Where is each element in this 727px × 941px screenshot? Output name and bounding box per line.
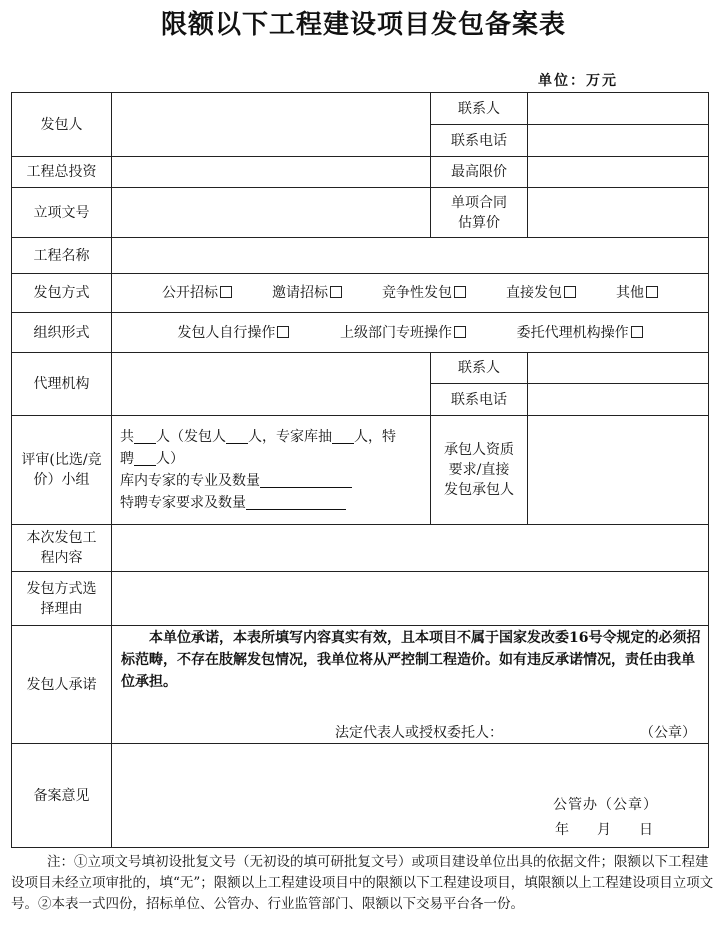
seal-label: （公章） <box>640 725 696 741</box>
agency-label: 代理机构 <box>12 353 112 416</box>
contract-estimate-field[interactable] <box>528 188 708 238</box>
method-option-invite[interactable] <box>272 283 342 303</box>
contact-person-label: 联系人 <box>431 93 528 125</box>
form-title: 限额以下工程建设项目发包备案表 <box>160 10 566 40</box>
method-option-competitive[interactable] <box>382 283 466 303</box>
panel-line-4 <box>120 492 346 514</box>
checkbox[interactable] <box>454 286 466 298</box>
method-option-label: 公开招标 <box>162 285 218 301</box>
contact-person-field[interactable] <box>528 93 708 125</box>
panel-text: 人（发包人 <box>156 429 226 445</box>
content-label: 本次发包工程内容 <box>12 525 112 572</box>
panel-text: 人，专家库抽 <box>248 429 332 445</box>
panel-label: 评审(比选/竞价）小组 <box>12 416 112 525</box>
method-option-label: 其他 <box>616 285 644 301</box>
agency-phone-field[interactable] <box>528 384 708 416</box>
panel-line-1 <box>120 426 396 448</box>
approval-number-field[interactable] <box>112 188 431 238</box>
panel-line-3 <box>120 470 352 492</box>
opinion-label: 备案意见 <box>12 744 112 847</box>
blank-field[interactable] <box>246 493 346 510</box>
promise-text: 本单位承诺，本表所填写内容真实有效，且本项目不属于国家发改委16号令规定的必须招标范畴，不存在肢解发包情况，我单位将从严控制工程造价。如有违反承诺情况，责任由我单位承担。 <box>121 630 701 690</box>
agency-field[interactable] <box>112 353 431 416</box>
org-option-label: 发包人自行操作 <box>177 324 276 341</box>
organization-label: 组织形式 <box>12 313 112 353</box>
agency-contact-label: 联系人 <box>431 353 528 384</box>
max-price-label: 最高限价 <box>431 157 528 188</box>
checkbox[interactable] <box>646 286 658 298</box>
method-option-label: 竞争性发包 <box>382 285 452 301</box>
agency-contact-field[interactable] <box>528 353 708 384</box>
blank-field[interactable] <box>226 427 248 444</box>
checkbox[interactable] <box>277 326 289 338</box>
method-option-label: 邀请招标 <box>272 285 328 301</box>
method-option-public[interactable] <box>162 283 232 303</box>
unit-label: 单位：万元 <box>538 73 618 89</box>
panel-details <box>112 416 431 525</box>
project-name-field[interactable] <box>112 238 708 274</box>
date-label: 年 月 日 <box>555 822 653 838</box>
checkbox[interactable] <box>631 326 643 338</box>
method-label: 发包方式 <box>12 274 112 313</box>
checkbox[interactable] <box>564 286 576 298</box>
org-option-agency[interactable] <box>517 323 643 343</box>
panel-text: 共 <box>120 429 134 445</box>
org-option-label: 上级部门专班操作 <box>339 324 452 341</box>
content-field[interactable] <box>112 525 708 572</box>
org-option-dept[interactable] <box>340 323 466 343</box>
method-option-other[interactable] <box>616 283 658 303</box>
contract-estimate-label: 单项合同估算价 <box>431 188 528 238</box>
reason-field[interactable] <box>112 572 708 626</box>
panel-text: 聘 <box>120 451 134 467</box>
promise-label: 发包人承诺 <box>12 626 112 744</box>
total-investment-field[interactable] <box>112 157 431 188</box>
panel-text: 人，特 <box>354 429 396 445</box>
method-option-direct[interactable] <box>506 283 576 303</box>
office-seal-label: 公管办（公章） <box>553 797 658 813</box>
blank-field[interactable] <box>134 427 156 444</box>
footnote: 注：①立项文号填初设批复文号（无初设的填可研批复文号）或项目建设单位出具的依据文件；限额以下工程建设项目未经立项审批的，填“无”；限额以上工程建设项目中的限额以下工程建设项目，填限额以上工程建设项目立项文号。②本表一式四份，招标单位、公管办、行业监管部门、限额以下交易平台各一份。 <box>11 854 714 912</box>
panel-text: 特聘专家要求及数量 <box>120 495 246 511</box>
contractor-req-label: 承包人资质要求/直接发包承包人 <box>431 416 528 525</box>
org-options <box>112 313 708 353</box>
issuer-label: 发包人 <box>12 93 112 157</box>
blank-field[interactable] <box>260 471 352 488</box>
org-option-label: 委托代理机构操作 <box>516 324 629 341</box>
method-option-label: 直接发包 <box>506 285 562 301</box>
panel-line-2 <box>120 448 184 470</box>
project-name-label: 工程名称 <box>12 238 112 274</box>
reason-label: 发包方式选择理由 <box>12 572 112 626</box>
method-options <box>112 274 708 313</box>
panel-text: 库内专家的专业及数量 <box>120 473 260 489</box>
checkbox[interactable] <box>220 286 232 298</box>
total-investment-label: 工程总投资 <box>12 157 112 188</box>
contact-phone-label: 联系电话 <box>431 125 528 157</box>
contact-phone-field[interactable] <box>528 125 708 157</box>
signature-label: 法定代表人或授权委托人： <box>335 725 503 741</box>
max-price-field[interactable] <box>528 157 708 188</box>
blank-field[interactable] <box>332 427 354 444</box>
agency-phone-label: 联系电话 <box>431 384 528 416</box>
approval-number-label: 立项文号 <box>12 188 112 238</box>
checkbox[interactable] <box>330 286 342 298</box>
issuer-field[interactable] <box>112 93 431 157</box>
contractor-req-field[interactable] <box>528 416 708 525</box>
checkbox[interactable] <box>454 326 466 338</box>
panel-text: 人） <box>156 451 184 467</box>
blank-field[interactable] <box>134 449 156 466</box>
org-option-self[interactable] <box>177 323 289 343</box>
